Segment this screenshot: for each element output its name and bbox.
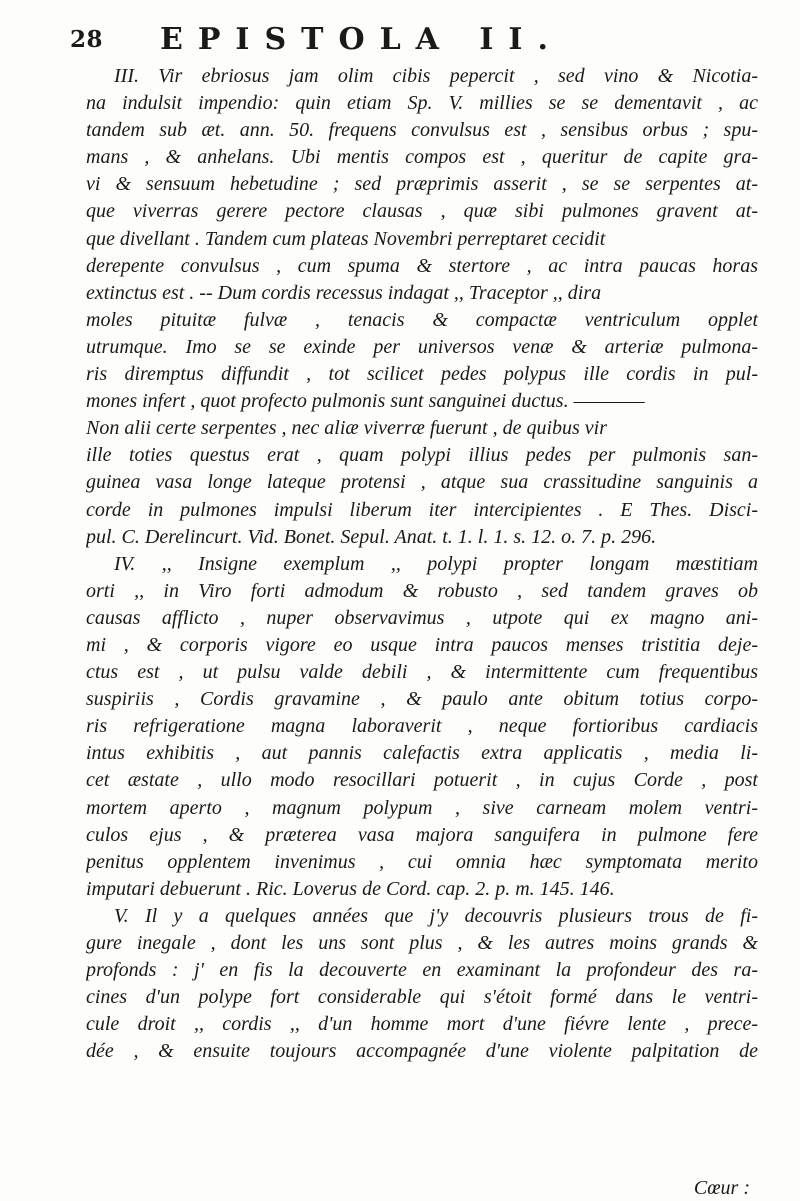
text-line: dée , & ensuite toujours accompagnée d'une violente palpitation de	[86, 1040, 758, 1063]
text-line: intus exhibitis , aut pannis calefactis extra applicatis , media li-	[86, 742, 758, 765]
text-line: culos ejus , & præterea vasa majora sanguifera in pulmone fere	[86, 823, 758, 846]
text-line: derepente convulsus , cum spuma & stertore , ac intra paucas horas	[86, 254, 758, 277]
text-line: cines d'un polype fort considerable qui s'étoit formé dans le ventri-	[86, 986, 758, 1009]
text-line: mi , & corporis vigore eo usque intra paucos menses tristitia deje-	[86, 633, 758, 656]
text-line: extinctus est . -- Dum cordis recessus indagat ,, Traceptor ,, dira	[86, 281, 602, 304]
page-header	[70, 22, 740, 62]
text-line: orti ,, in Viro forti admodum & robusto , sed tandem graves ob	[86, 579, 758, 602]
text-line: ris diremptus diffundit , tot scilicet pedes polypus ille cordis in pul-	[86, 363, 758, 386]
text-line: causas afflicto , nuper observavimus , utpote qui ex magno ani-	[86, 606, 758, 629]
text-line: corde in pulmones impulsi liberum iter intercipientes . E Thes. Disci-	[86, 498, 758, 521]
text-line: suspiriis , Cordis gravamine , & paulo ante obitum totius corpo-	[86, 688, 758, 711]
text-line: Non alii certe serpentes , nec aliæ viverræ fuerunt , de quibus vir	[86, 417, 608, 440]
text-line: mans , & anhelans. Ubi mentis compos est , queritur de capite gra-	[86, 146, 758, 169]
text-line: que divellant . Tandem cum plateas Novembri perreptaret cecidit	[86, 227, 606, 250]
text-line: mones infert , quot profecto pulmonis sunt sanguinei ductus. ————	[86, 390, 645, 413]
text-line: penitus opplentem invenimus , cui omnia hæc symptomata merito	[86, 850, 758, 873]
page-number: 28	[70, 26, 104, 53]
text-line: vi & sensuum hebetudine ; sed præprimis asserit , se se serpentes at-	[86, 173, 758, 196]
text-line: utrumque. Imo se se exinde per universos venæ & arteriæ pulmona-	[86, 335, 758, 358]
text-line: tandem sub æt. ann. 50. frequens convulsus est , sensibus orbus ; spu-	[86, 119, 758, 142]
text-line: cule droit ,, cordis ,, d'un homme mort d'une fiévre lente , prece-	[86, 1013, 758, 1036]
text-line: que viverras gerere pectore clausas , quæ sibi pulmones gravent at-	[86, 200, 758, 223]
text-line: imputari debuerunt . Ric. Loverus de Cord. cap. 2. p. m. 145. 146.	[86, 877, 615, 900]
text-line: ille toties questus erat , quam polypi illius pedes per pulmonis san-	[86, 444, 758, 467]
text-line: guinea vasa longe lateque protensi , atque sua crassitudine sanguinis a	[86, 471, 758, 494]
text-line: pul. C. Derelincurt. Vid. Bonet. Sepul. Anat. t. 1. l. 1. s. 12. o. 7. p. 296.	[86, 525, 657, 548]
text-line: ris refrigeratione magna laboraverit , neque fortioribus cardiacis	[86, 715, 758, 738]
body-text	[86, 63, 758, 1065]
text-line: cet æstate , ullo modo resocillari potuerit , in cujus Corde , post	[86, 769, 758, 792]
text-line: IV. ,, Insigne exemplum ,, polypi propter longam mæstitiam	[114, 552, 758, 575]
running-head: EPISTOLA II.	[160, 22, 563, 57]
text-line: gure inegale , dont les uns sont plus , & les autres moins grands &	[86, 932, 758, 954]
text-line: profonds : j' en fis la decouverte en examinant la profondeur des ra-	[86, 959, 758, 982]
text-line: ctus est , ut pulsu valde debili , & intermittente cum frequentibus	[86, 661, 758, 684]
text-line: moles pituitæ fulvæ , tenacis & compactæ ventriculum opplet	[86, 308, 758, 331]
text-line: III. Vir ebriosus jam olim cibis pepercit , sed vino & Nicotia-	[114, 65, 758, 87]
text-line: V. Il y a quelques années que j'y decouvris plusieurs trous de fi-	[114, 904, 758, 927]
text-line: na indulsit impendio: quin etiam Sp. V. millies se se dementavit , ac	[86, 92, 758, 115]
text-line: mortem aperto , magnum polypum , sive carneam molem ventri-	[86, 796, 758, 819]
catchword: Cœur :	[693, 1177, 750, 1199]
